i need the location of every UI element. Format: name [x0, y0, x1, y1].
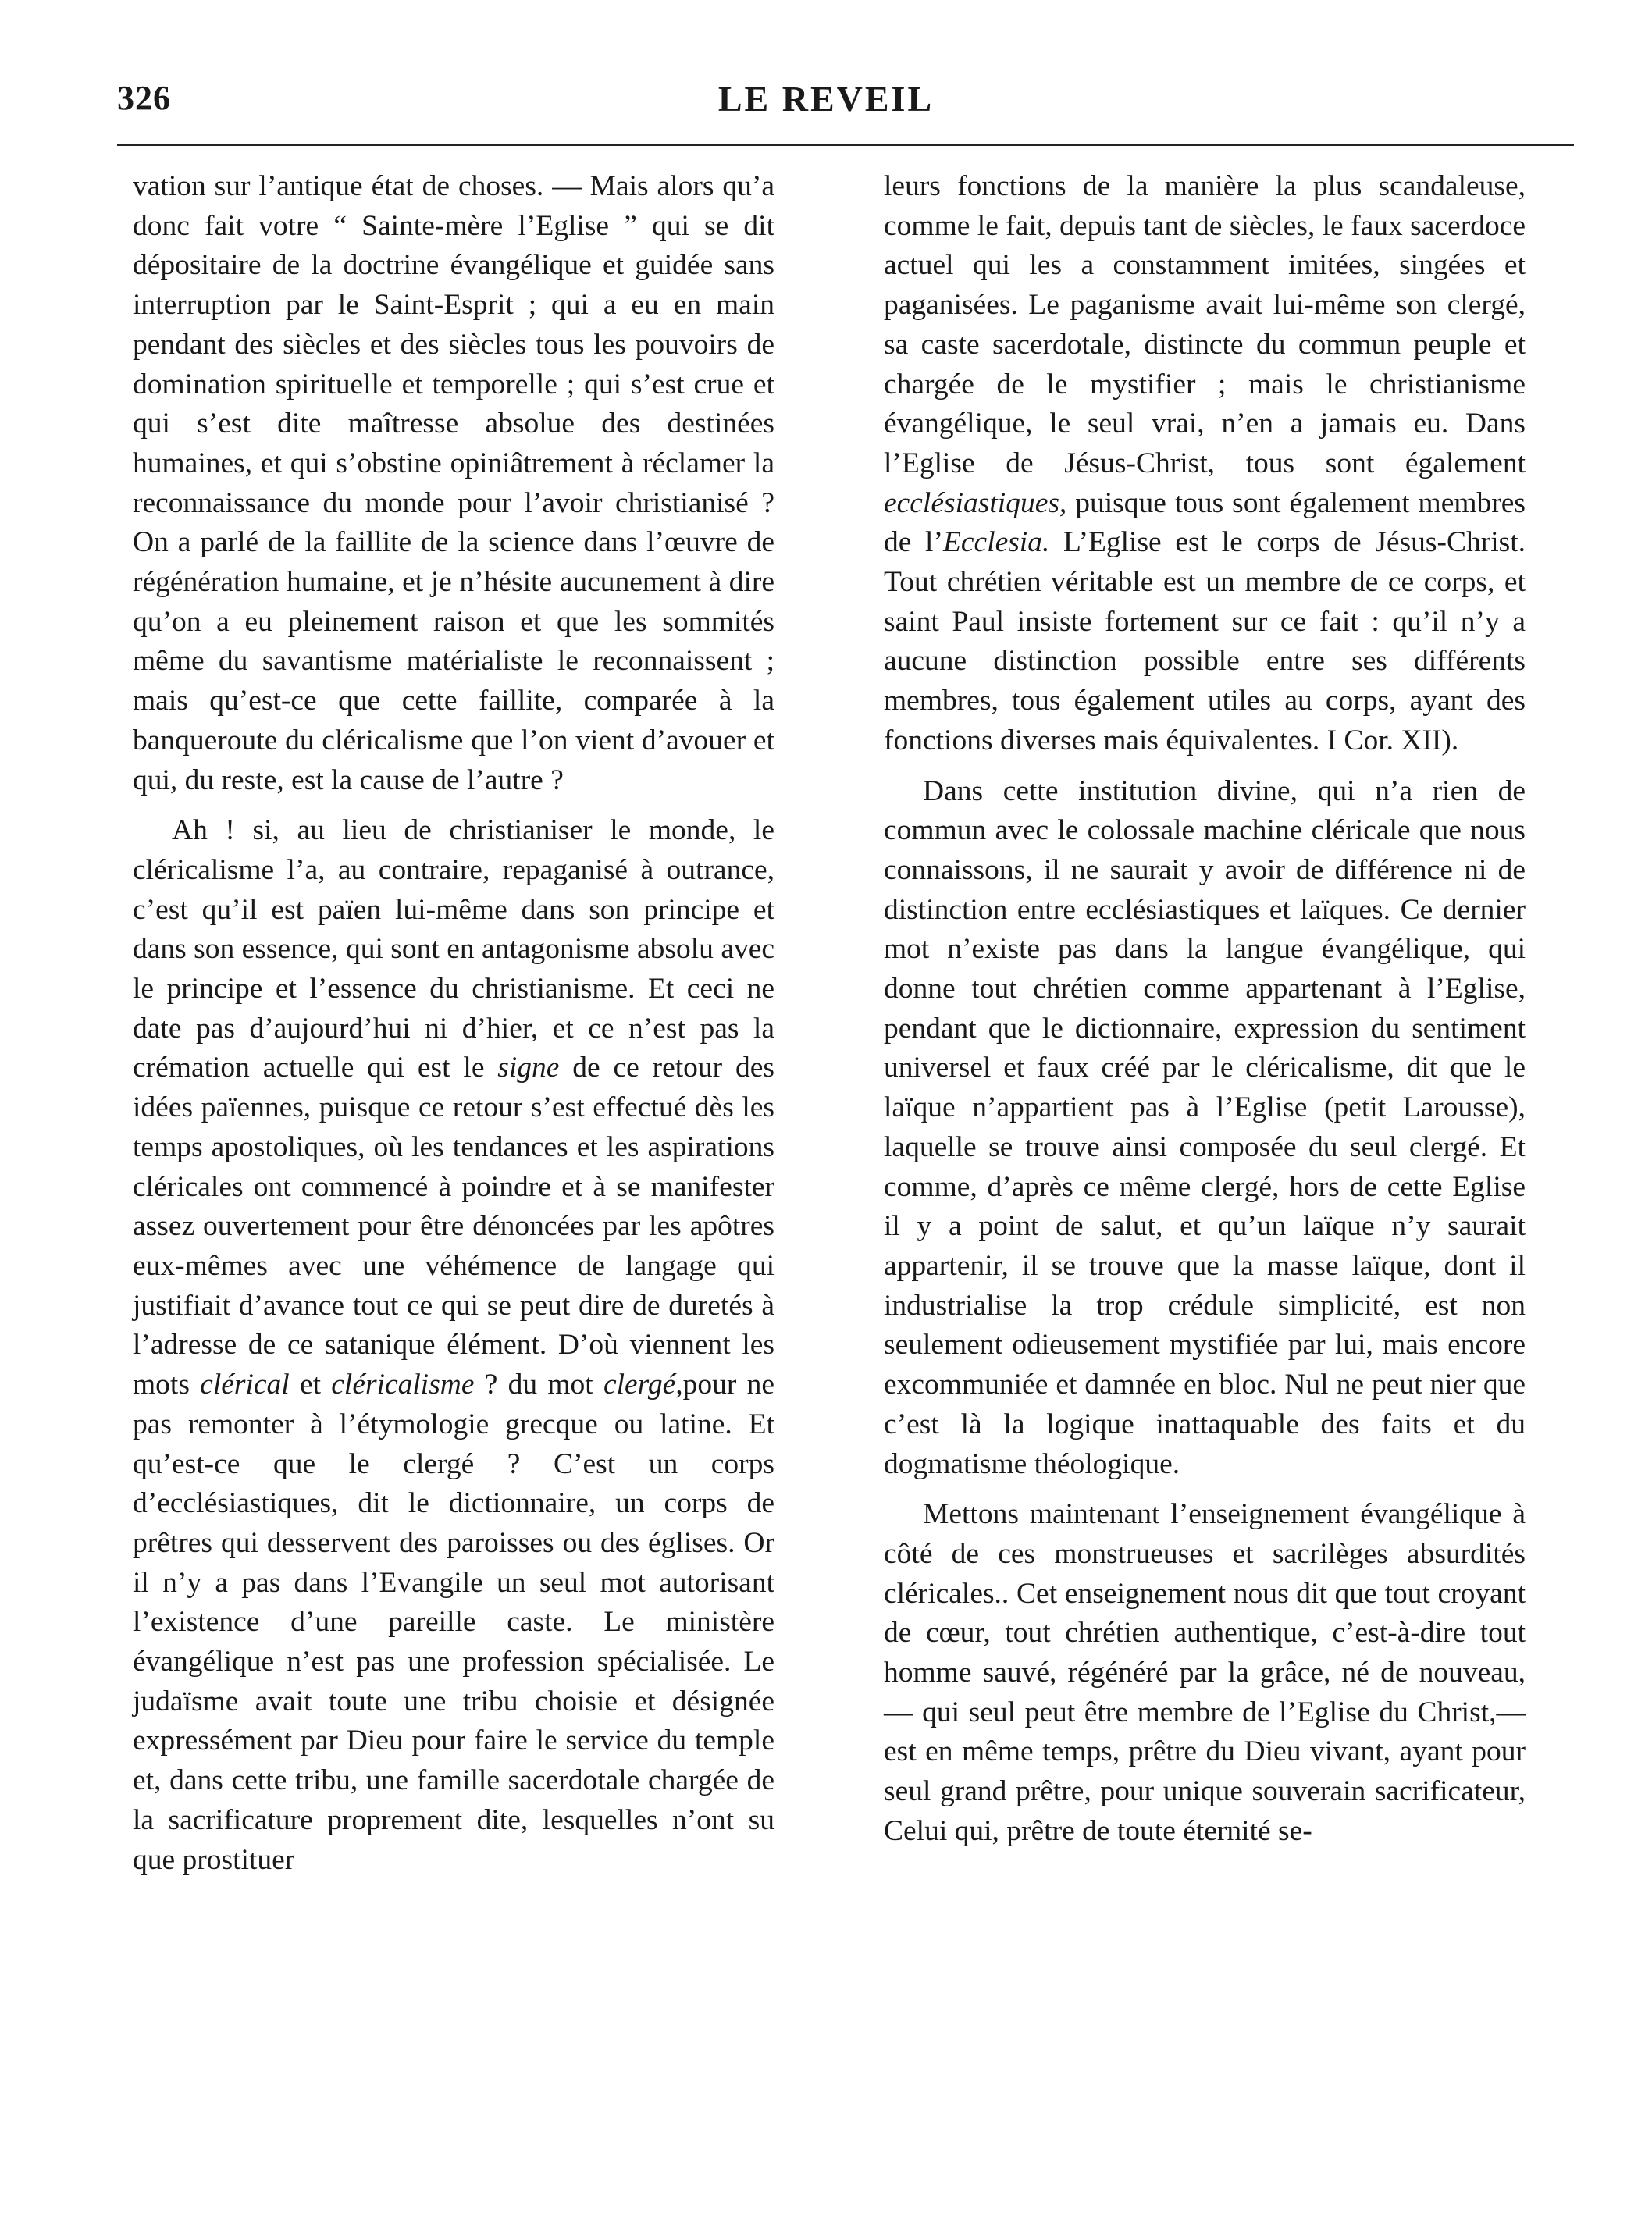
italic-term: ecclésiastiques, — [884, 486, 1067, 519]
running-title: LE REVEIL — [717, 79, 935, 119]
text-run: de ce retour des idées païennes, puisque ce retour s’est effectué dès les temps apostoliques, où les tendances et les aspirations cléricales ont commencé à poindre et à se manifester assez ouvertement pour être dénoncées par les apôtres eux-mêmes avec une véhémence de langage qui justifiait d’avance tout ce qui se peut dire de duretés à l’adresse de ce satanique élément. D’où viennent les mots — [133, 1052, 774, 1401]
italic-term: Ecclesia. — [942, 526, 1050, 559]
right-column — [884, 167, 1526, 1863]
italic-term: cléricalisme — [331, 1369, 475, 1401]
text-run: Ah ! si, au lieu de christianiser le monde, le cléricalisme l’a, au contraire, repaganisé à outrance, c’est qu’il est païen lui-même dans son principe et dans son essence, qui sont en antagonisme absolu avec le principe et l’essence du christianisme. Et ceci ne date pas d’aujourd’hui ni d’hier, et ce n’est pas la crémation actuelle qui est le — [133, 814, 774, 1084]
italic-term: signe — [497, 1052, 560, 1084]
italic-term: clergé, — [603, 1369, 683, 1401]
left-column — [133, 167, 774, 1891]
italic-term: clérical — [200, 1369, 290, 1401]
text-run: pour ne pas remonter à l’étymologie grecque ou latine. Et qu’est-ce que le clergé ? C’est un corps d’ecclésiastiques, dit le dictionnaire, un corps de prêtres qui desservent des paroisses ou des églises. Or il n’y a pas dans l’Evangile un seul mot autorisant l’existence d’une pareille caste. Le ministère évangélique n’est pas une profession spécialisée. Le judaïsme avait toute une tribu choisie et désignée expressément par Dieu pour faire le service du temple et, dans cette tribu, une famille sacerdotale chargée de la sacrificature proprement dite, lesquelles n’ont su que prostituer — [133, 1369, 775, 1876]
text-run: ? du mot — [484, 1369, 593, 1401]
text-run: vation sur l’antique état de choses. — Mais alors qu’a donc fait votre “ Sainte-mère l’Eglise ” qui se dit dépositaire de la doctrine évangélique et guidée sans interruption par le Saint-Esprit ; qui a eu en main pendant des siècles et des siècles tous les pouvoirs de domination spirituelle et temporelle ; qui s’est crue et qui s’est dite maîtresse absolue des destinées humaines, et qui s’obstine opiniâtrement à réclamer la reconnaissance du monde pour l’avoir christianisé ? On a parlé de la faillite de la science dans l’œuvre de régénération humaine, et je n’hésite aucunement à dire qu’on a eu pleinement raison et que les sommités même du savantisme matérialiste le reconnaissent ; mais qu’est-ce que cette faillite, comparée à la banqueroute du cléricalisme que l’on vient d’avouer et qui, du reste, est la cause de l’autre ? — [133, 170, 774, 796]
header-rule — [117, 144, 1574, 146]
text-run: L’Eglise est le corps de Jésus-Christ. Tout chrétien véritable est un membre de ce corps, et saint Paul insiste fortement sur ce fait : qu’il n’y a aucune distinction possible entre ses différents membres, tous également utiles au corps, ayant des fonctions diverses mais équivalentes. I Cor. XII). — [884, 526, 1526, 756]
paragraph — [133, 167, 774, 800]
paragraph — [884, 772, 1526, 1485]
text-run: et — [299, 1369, 322, 1401]
text-run: leurs fonctions de la manière la plus scandaleuse, comme le fait, depuis tant de siècles, le faux sacerdoce actuel qui les a constamment imitées, singées et paganisées. Le paganisme avait lui-même son clergé, sa caste sacerdotale, distincte du commun peuple et chargée de le mystifier ; mais le christianisme évangélique, le seul vrai, n’en a jamais eu. Dans l’Eglise de Jésus-Christ, tous sont également — [884, 170, 1526, 479]
paragraph — [884, 167, 1526, 761]
text-run: Dans cette institution divine, qui n’a rien de commun avec le colossale machine cléricale que nous connaissons, il ne saurait y avoir de différence ni de distinction entre ecclésiastiques et laïques. Ce dernier mot n’existe pas dans la langue évangélique, qui donne tout chrétien comme appartenant à l’Eglise, pendant que le dictionnaire, expression du sentiment universel et faux créé par le cléricalisme, dit que le laïque n’appartient pas à l’Eglise (petit Larousse), laquelle se trouve ainsi composée du seul clergé. Et comme, d’après ce même clergé, hors de cette Eglise il y a point de salut, et qu’un laïque n’y saurait appartenir, il se trouve que la masse laïque, dont il industrialise la trop crédule simplicité, est non seulement odieusement mystifiée par lui, mais encore excommuniée et damnée en bloc. Nul ne peut nier que c’est là la logique inattaquable des faits et du dogmatisme théologique. — [884, 774, 1526, 1480]
paragraph — [133, 811, 774, 1880]
text-run: Mettons maintenant l’enseignement évangélique à côté de ces monstrueuses et sacrilèges absurdités cléricales.. Cet enseignement nous dit que tout croyant de cœur, tout chrétien authentique, c’est-à-dire tout homme sauvé, régénéré par la grâce, né de nouveau, — qui seul peut être membre de l’Eglise du Christ,—est en même temps, prêtre du Dieu vivant, ayant pour seul grand prêtre, pour unique souverain sacrificateur, Celui qui, prêtre de toute éternité se- — [884, 1498, 1526, 1847]
text-run: puisque tous sont également membres de l’ — [884, 486, 1526, 559]
page-number: 326 — [117, 79, 171, 117]
paragraph — [884, 1495, 1526, 1851]
